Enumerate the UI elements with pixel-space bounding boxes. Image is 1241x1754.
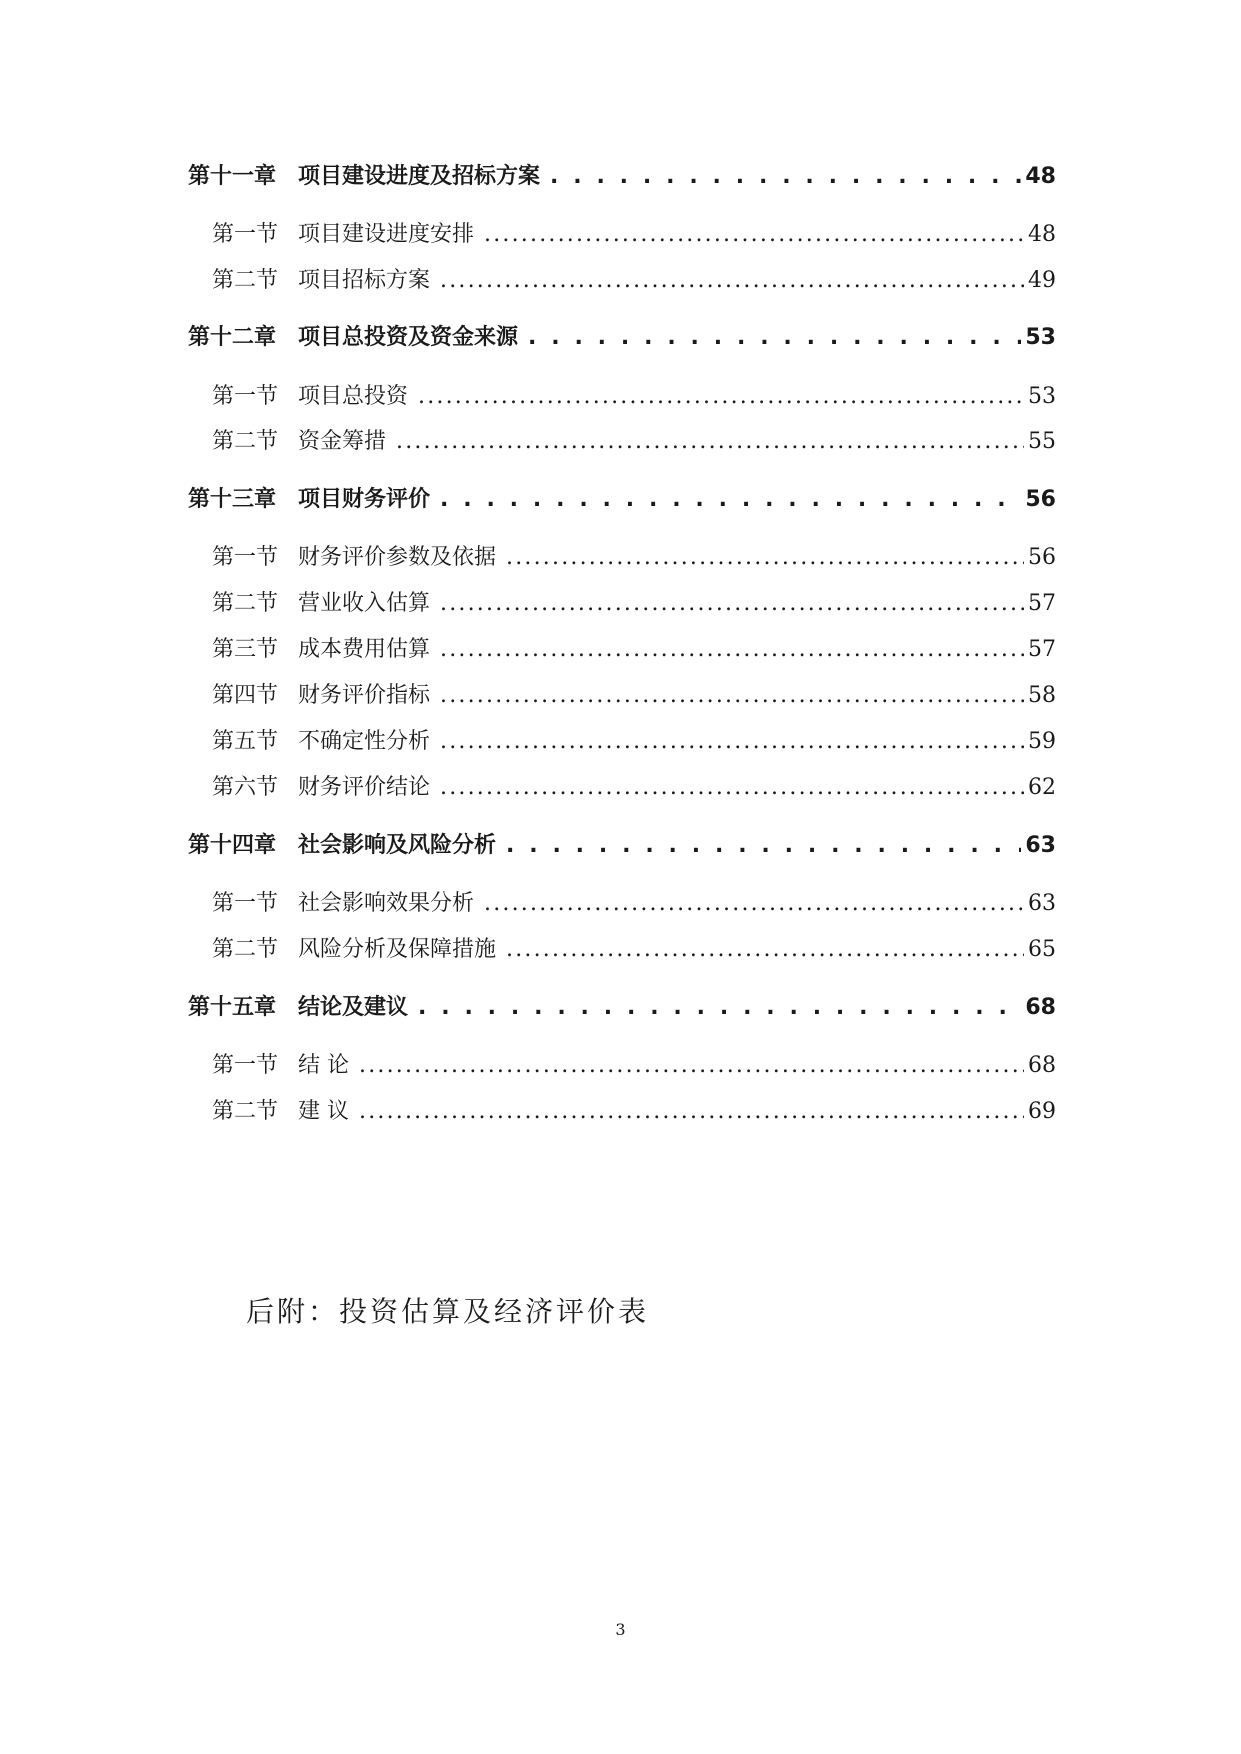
page-ref: 63 (1028, 891, 1056, 916)
section-title: 项目建设进度安排 (298, 222, 475, 247)
section-label: 第二节 (212, 1099, 279, 1124)
section-label: 第二节 (212, 268, 279, 293)
page-ref: 62 (1028, 775, 1056, 800)
section-label: 第二节 (212, 591, 279, 616)
section-label: 第一节 (212, 891, 279, 916)
section-title: 项目招标方案 (298, 268, 431, 293)
dot-leader (484, 887, 1024, 921)
section-label: 第二节 (212, 429, 279, 454)
toc-section-13-4[interactable] (212, 679, 1056, 713)
toc-section-14-2[interactable] (212, 933, 1056, 967)
section-label: 第一节 (212, 222, 279, 247)
dot-leader (418, 380, 1024, 414)
toc-section-13-6[interactable] (212, 771, 1056, 805)
chapter-label: 第十五章 (188, 995, 277, 1020)
toc-section-12-1[interactable] (212, 380, 1056, 414)
toc-chapter-14[interactable] (188, 829, 1056, 863)
chapter-title: 项目财务评价 (298, 487, 431, 512)
page-ref: 59 (1028, 729, 1056, 754)
chapter-label: 第十三章 (188, 487, 277, 512)
page-ref: 48 (1025, 164, 1056, 189)
toc-section-13-5[interactable] (212, 725, 1056, 759)
chapter-title: 结论及建议 (298, 995, 409, 1020)
page-ref: 63 (1025, 833, 1056, 858)
section-title: 财务评价参数及依据 (298, 545, 497, 570)
dot-leader (506, 829, 1021, 863)
toc-section-12-2[interactable] (212, 425, 1056, 459)
section-title: 资金筹措 (298, 429, 387, 454)
toc-chapter-11[interactable] (188, 160, 1056, 194)
section-title: 财务评价结论 (298, 775, 431, 800)
section-label: 第四节 (212, 683, 279, 708)
page-ref: 68 (1025, 995, 1056, 1020)
chapter-title: 社会影响及风险分析 (298, 833, 497, 858)
chapter-title: 项目建设进度及招标方案 (298, 164, 541, 189)
section-label: 第六节 (212, 775, 279, 800)
section-title: 社会影响效果分析 (298, 891, 475, 916)
page-ref: 68 (1028, 1053, 1056, 1078)
page-ref: 57 (1028, 591, 1056, 616)
section-title: 成本费用估算 (298, 637, 431, 662)
section-label: 第二节 (212, 937, 279, 962)
dot-leader (506, 933, 1024, 967)
toc-chapter-12[interactable] (188, 321, 1056, 355)
page-ref: 56 (1028, 545, 1056, 570)
chapter-label: 第十一章 (188, 164, 277, 189)
dot-leader (359, 1095, 1024, 1129)
page-ref: 58 (1028, 683, 1056, 708)
toc-section-11-2[interactable] (212, 264, 1056, 298)
page-ref: 53 (1028, 384, 1056, 409)
dot-leader (440, 633, 1024, 667)
toc-section-15-1[interactable] (212, 1049, 1056, 1083)
dot-leader (528, 321, 1021, 355)
appendix-note: 后附：投资估算及经济评价表 (246, 1295, 650, 1328)
page-ref: 69 (1028, 1099, 1056, 1124)
section-title: 风险分析及保障措施 (298, 937, 497, 962)
page-ref: 56 (1025, 487, 1056, 512)
page-ref: 48 (1028, 222, 1056, 247)
chapter-title: 项目总投资及资金来源 (298, 325, 519, 350)
page-ref: 55 (1028, 429, 1056, 454)
dot-leader (440, 725, 1024, 759)
page-ref: 65 (1028, 937, 1056, 962)
toc-section-13-3[interactable] (212, 633, 1056, 667)
page-number: 3 (615, 1620, 626, 1639)
dot-leader (484, 218, 1024, 252)
dot-leader (440, 264, 1024, 298)
section-title: 财务评价指标 (298, 683, 431, 708)
section-title: 营业收入估算 (298, 591, 431, 616)
section-title: 项目总投资 (298, 384, 409, 409)
chapter-label: 第十二章 (188, 325, 277, 350)
toc-section-11-1[interactable] (212, 218, 1056, 252)
section-title: 不确定性分析 (298, 729, 431, 754)
toc-section-13-2[interactable] (212, 587, 1056, 621)
toc-chapter-13[interactable] (188, 483, 1056, 517)
dot-leader (440, 587, 1024, 621)
section-label: 第五节 (212, 729, 279, 754)
page-ref: 57 (1028, 637, 1056, 662)
dot-leader (396, 425, 1024, 459)
toc-section-14-1[interactable] (212, 887, 1056, 921)
section-label: 第三节 (212, 637, 279, 662)
section-title: 建 议 (298, 1099, 350, 1124)
section-label: 第一节 (212, 384, 279, 409)
dot-leader (440, 679, 1024, 713)
toc-section-13-1[interactable] (212, 541, 1056, 575)
toc-chapter-15[interactable] (188, 991, 1056, 1025)
dot-leader (440, 483, 1021, 517)
dot-leader (506, 541, 1024, 575)
dot-leader (418, 991, 1021, 1025)
toc-section-15-2[interactable] (212, 1095, 1056, 1129)
dot-leader (359, 1049, 1024, 1083)
section-label: 第一节 (212, 545, 279, 570)
page-ref: 53 (1025, 325, 1056, 350)
section-label: 第一节 (212, 1053, 279, 1078)
section-title: 结 论 (298, 1053, 350, 1078)
page-ref: 49 (1028, 268, 1056, 293)
chapter-label: 第十四章 (188, 833, 277, 858)
dot-leader (440, 771, 1024, 805)
dot-leader (550, 160, 1021, 194)
